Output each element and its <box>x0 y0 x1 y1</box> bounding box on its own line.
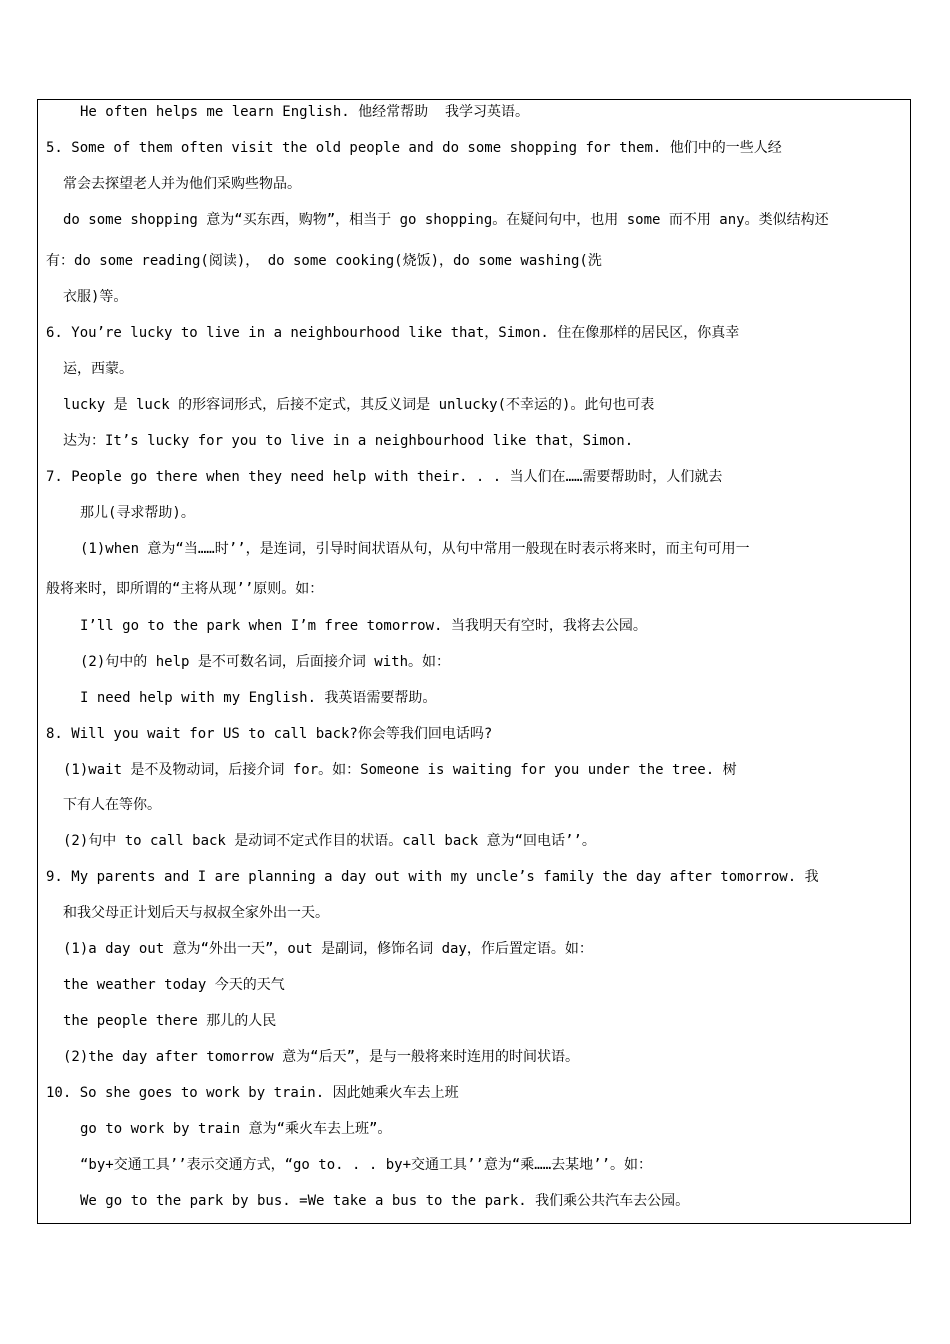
text-line: 和我父母正计划后天与叔叔全家外出一天。 <box>63 905 329 921</box>
text-line: the weather today 今天的天气 <box>63 977 285 993</box>
text-line: (1)when 意为“当……时’’，是连词，引导时间状语从句，从句中常用一般现在时表示将来时，而主句可用一 <box>80 541 750 557</box>
text-line: the people there 那儿的人民 <box>63 1013 277 1029</box>
text-line: 达为：It’s lucky for you to live in a neighbourhood like that，Simon. <box>63 433 634 449</box>
text-line: I need help with my English. 我英语需要帮助。 <box>80 690 437 706</box>
text-line: 有：do some reading(阅读)， do some cooking(烧饭)，do some washing(洗 <box>46 253 602 269</box>
text-line: do some shopping 意为“买东西，购物”，相当于 go shopping。在疑问句中，也用 some 而不用 any。类似结构还 <box>63 212 829 228</box>
text-line: (1)a day out 意为“外出一天”，out 是副词，修饰名词 day，作后置定语。如： <box>63 941 593 957</box>
text-line: I’ll go to the park when I’m free tomorrow. 当我明天有空时，我将去公园。 <box>80 618 647 634</box>
text-line: 6. You’re lucky to live in a neighbourhood like that，Simon. 住在像那样的居民区，你真幸 <box>46 325 740 341</box>
text-line: lucky 是 luck 的形容词形式，后接不定式，其反义词是 unlucky(不幸运的)。此句也可表 <box>63 397 655 413</box>
text-line: (2)the day after tomorrow 意为“后天”，是与一般将来时连用的时间状语。 <box>63 1049 580 1065</box>
text-line: 10. So she goes to work by train. 因此她乘火车去上班 <box>46 1085 459 1101</box>
text-line: 7. People go there when they need help with their. . . 当人们在……需要帮助时，人们就去 <box>46 469 723 485</box>
text-line: 运，西蒙。 <box>63 361 133 377</box>
text-line: We go to the park by bus. =We take a bus to the park. 我们乘公共汽车去公园。 <box>80 1193 690 1209</box>
text-line: (1)wait 是不及物动词，后接介词 for。如：Someone is waiting for you under the tree. 树 <box>63 762 737 778</box>
text-line: “by+交通工具’’表示交通方式，“go to. . . by+交通工具’’意为“乘……去某地’’。如： <box>80 1157 653 1173</box>
text-line: 5. Some of them often visit the old people and do some shopping for them. 他们中的一些人经 <box>46 140 782 156</box>
text-line: 8. Will you wait for US to call back?你会等我们回电话吗? <box>46 726 493 742</box>
text-line: go to work by train 意为“乘火车去上班”。 <box>80 1121 392 1137</box>
text-line: 下有人在等你。 <box>63 797 161 813</box>
text-line: 9. My parents and I are planning a day out with my uncle’s family the day after tomorrow. 我 <box>46 869 819 885</box>
text-line: He often helps me learn English. 他经常帮助 我学习英语。 <box>80 104 530 120</box>
text-line: (2)句中 to call back 是动词不定式作目的状语。call back 意为“回电话’’。 <box>63 833 596 849</box>
text-line: 衣服)等。 <box>63 289 128 305</box>
text-line: 常会去探望老人并为他们采购些物品。 <box>63 176 301 192</box>
text-line: 那儿(寻求帮助)。 <box>80 505 195 521</box>
text-line: 般将来时，即所谓的“主将从现’’原则。如： <box>46 581 324 597</box>
text-line: (2)句中的 help 是不可数名词，后面接介词 with。如： <box>80 654 451 670</box>
